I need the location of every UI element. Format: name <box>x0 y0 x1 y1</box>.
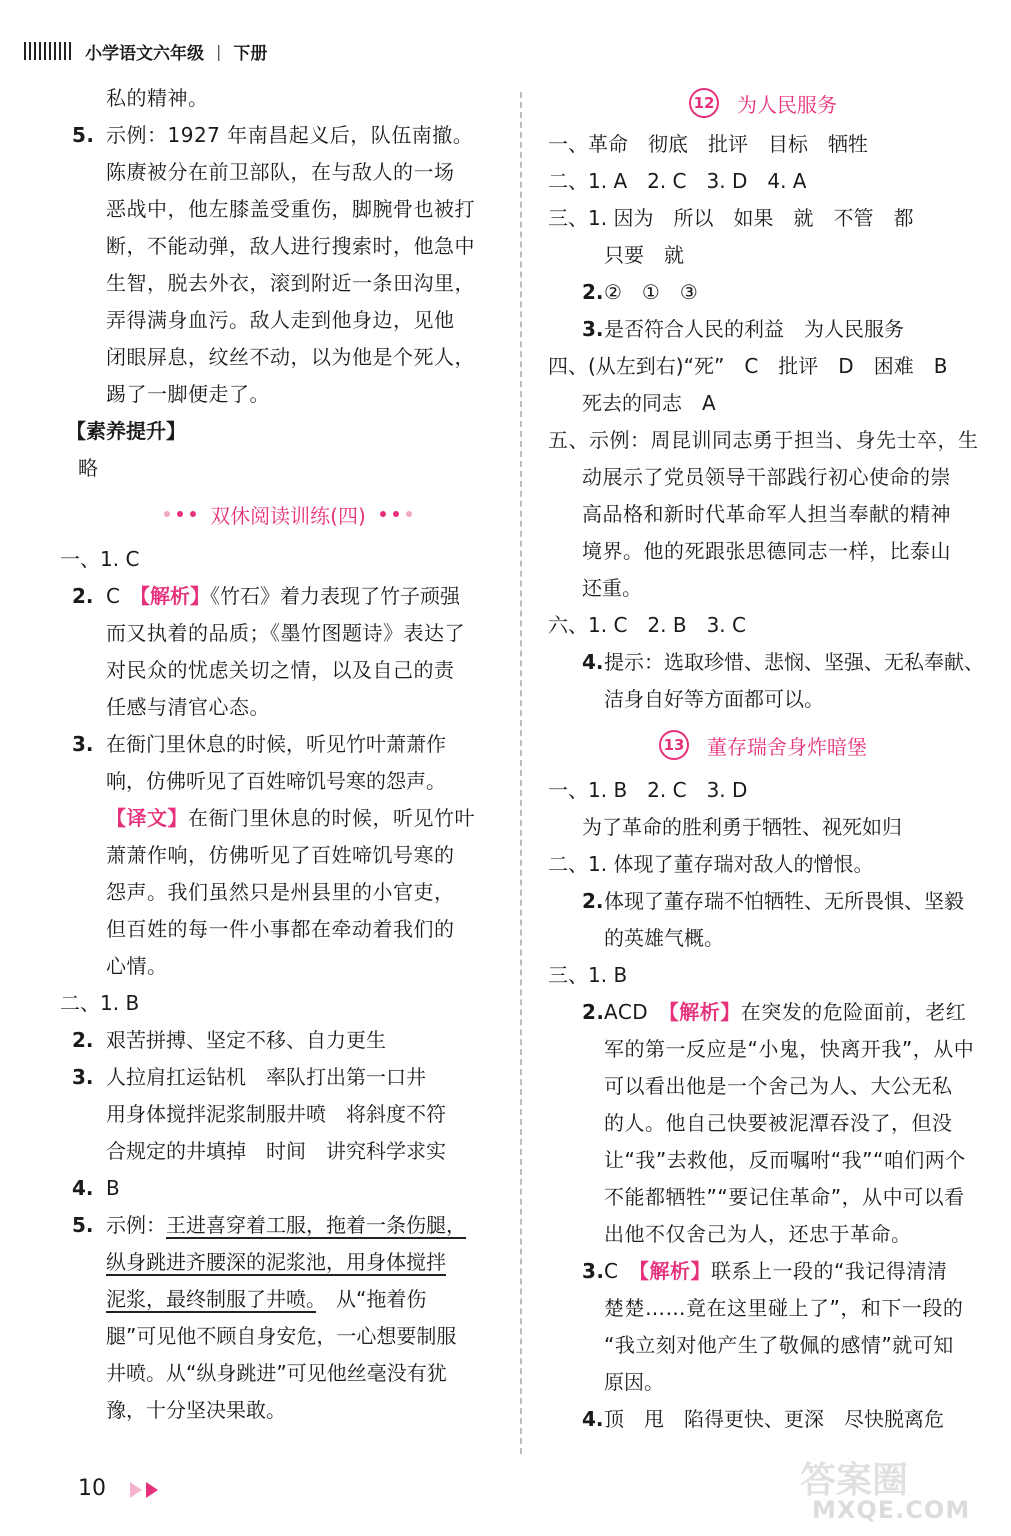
answer-line: 只要 就 <box>604 243 684 267</box>
answer-line: 动展示了党员领导干部践行初心使命的崇 <box>582 465 951 489</box>
answer-line: 恶战中，他左膝盖受重伤，脚腕骨也被打 <box>106 197 475 221</box>
answer-line: 的英雄气概。 <box>604 926 724 950</box>
answer-line: 让“我”去救他，反而嘱咐“我”“咱们两个 <box>604 1148 966 1172</box>
analysis-tag: 【解析】 <box>638 1259 711 1283</box>
section-title-weekend-4 <box>72 487 504 541</box>
answer-line: 踢了一脚便走了。 <box>106 382 270 406</box>
section-title-text: 双休阅读训练(四) <box>210 503 366 528</box>
answer-line: 萧萧作响，仿佛听见了百姓啼饥号寒的 <box>106 843 455 867</box>
watermark-url: MXQE.COM <box>812 1496 971 1524</box>
answer-line: 泥浆，最终制服了井喷。 从“拖着伤 <box>106 1287 427 1311</box>
answer-line: 一、1. C <box>60 547 140 571</box>
volume-label: 下册 <box>233 43 268 64</box>
answer-line: 豫，十分坚决果敢。 <box>106 1398 286 1422</box>
answer-line: 还重。 <box>582 576 642 600</box>
answer-line: 断，不能动弹，敌人进行搜索时，他急中 <box>106 234 475 258</box>
decorative-dots-left <box>164 511 196 517</box>
answer-line: 3.是否符合人民的利益 为人民服务 <box>582 317 904 341</box>
answer-line: 2.② ① ③ <box>582 280 698 304</box>
answer-line: 私的精神。 <box>106 86 209 110</box>
right-column <box>548 80 984 1438</box>
answer-line: 【译文】在衙门里休息的时候，听见竹叶 <box>106 806 475 830</box>
answer-line: 对民众的忧虑关切之情，以及自己的责 <box>106 658 455 682</box>
answer-line: 生智，脱去外衣，滚到附近一条田沟里， <box>106 271 475 295</box>
answer-line: 2. 艰苦拼搏、坚定不移、自力更生 <box>72 1028 386 1052</box>
answer-line: 4.提示：选取珍惜、悲悯、坚强、无私奉献、 <box>582 650 984 674</box>
answer-line: 怨声。我们虽然只是州县里的小官吏， <box>106 880 455 904</box>
decorative-dots-right <box>380 511 412 517</box>
answer-line: 三、1. 因为 所以 如果 就 不管 都 <box>548 206 914 230</box>
answer-line: 腿”可见他不顾自身安危，一心想要制服 <box>106 1324 457 1348</box>
arrow-icon <box>130 1482 158 1498</box>
column-divider <box>520 92 522 1454</box>
lesson-number-badge: 13 <box>659 730 689 760</box>
answer-line: 为了革命的胜利勇于牺牲、视死如归 <box>582 815 902 839</box>
answer-line: 井喷。从“纵身跳进”可见他丝毫没有犹 <box>106 1361 447 1385</box>
answer-line: 原因。 <box>604 1370 664 1394</box>
page-number: 10 <box>78 1476 106 1501</box>
watermark-logo: 答案圈 <box>800 1460 909 1501</box>
answer-line: 略 <box>78 456 98 480</box>
analysis-tag: 【解析】 <box>668 1000 741 1024</box>
answer-line: 死去的同志 A <box>582 391 716 415</box>
answer-line: 5. 示例：王进喜穿着工服，拖着一条伤腿， <box>72 1213 466 1237</box>
answer-line: 3.C 【解析】联系上一段的“我记得清清 <box>582 1259 948 1283</box>
answer-line: 三、1. B <box>548 963 628 987</box>
answer-line: 二、1. 体现了董存瑞对敌人的憎恨。 <box>548 852 874 876</box>
answer-line: 2.ACD 【解析】在突发的危险面前，老红 <box>582 1000 967 1024</box>
answer-line: 4. B <box>72 1176 120 1200</box>
answer-line: 但百姓的每一件小事都在牵动着我们的 <box>106 917 455 941</box>
answer-line: 2.体现了董存瑞不怕牺牲、无所畏惧、坚毅 <box>582 889 964 913</box>
answer-line: 3. 人拉肩扛运钻机 率队打出第一口井 <box>72 1065 426 1089</box>
answer-line: 五、示例：周昆训同志勇于担当、身先士卒，生 <box>548 428 979 452</box>
answer-line: 而又执着的品质；《墨竹图题诗》表达了 <box>106 621 465 645</box>
answer-line: 二、1. B <box>60 991 140 1015</box>
answer-line: 不能都牺牲”“要记住革命”，从中可以看 <box>604 1185 965 1209</box>
answer-line: 4.顶 甩 陷得更快、更深 尽快脱离危 <box>582 1407 944 1431</box>
translation-tag: 【译文】 <box>106 806 188 830</box>
answer-line: 二、1. A 2. C 3. D 4. A <box>548 169 807 193</box>
item-number: 5. <box>72 123 95 147</box>
answer-line: 弄得满身血污。敌人走到他身边，见他 <box>106 308 455 332</box>
answer-line: 陈赓被分在前卫部队，在与敌人的一场 <box>106 160 455 184</box>
answer-line: 用身体搅拌泥浆制服井喷 将斜度不符 <box>106 1102 446 1126</box>
answer-line: 一、1. B 2. C 3. D <box>548 778 748 802</box>
barcode-decoration <box>24 42 71 60</box>
answer-line: “我立刻对他产生了敬佩的感情”就可知 <box>604 1333 954 1357</box>
page-header <box>24 36 267 66</box>
header-separator: | <box>216 41 222 61</box>
answer-line: 军的第一反应是“小鬼，快离开我”，从中 <box>604 1037 975 1061</box>
answer-line: 六、1. C 2. B 3. C <box>548 613 746 637</box>
section-title-text: 董存瑞舍身炸暗堡 <box>707 734 867 759</box>
answer-line: 境界。他的死跟张思德同志一样，比泰山 <box>582 539 951 563</box>
lesson-number-badge: 12 <box>689 88 719 118</box>
answer-line: 5. 示例：1927 年南昌起义后，队伍南撤。 <box>72 117 504 154</box>
answer-line: 2. C 【解析】《竹石》着力表现了竹子顽强 <box>72 584 460 608</box>
subheading-literacy: 【素养提升】 <box>66 419 186 443</box>
underlined-text: 纵身跳进齐腰深的泥浆池，用身体搅拌 <box>106 1250 446 1274</box>
book-title: 小学语文六年级 <box>85 43 204 64</box>
answer-line: 的人。他自己快要被泥潭吞没了，但没 <box>604 1111 953 1135</box>
answer-line: 洁身自好等方面都可以。 <box>604 687 824 711</box>
answer-line: 楚楚……竟在这里碰上了”，和下一段的 <box>604 1296 964 1320</box>
answer-line: 心情。 <box>106 954 168 978</box>
left-column <box>60 80 504 1429</box>
section-title-12 <box>548 80 978 126</box>
answer-line: 闭眼屏息，纹丝不动，以为他是个死人， <box>106 345 475 369</box>
answer-line: 四、(从左到右)“死” C 批评 D 困难 B <box>548 354 948 378</box>
underlined-text: 泥浆，最终制服了井喷。 <box>106 1287 316 1311</box>
answer-line: 合规定的井填掉 时间 讲究科学求实 <box>106 1139 446 1163</box>
section-title-13 <box>548 718 978 772</box>
answer-line: 响，仿佛听见了百姓啼饥号寒的怨声。 <box>106 769 446 793</box>
answer-line: 一、革命 彻底 批评 目标 牺牲 <box>548 132 868 156</box>
underlined-text: 王进喜穿着工服，拖着一条伤腿， <box>166 1213 466 1237</box>
answer-line: 出他不仅舍己为人，还忠于革命。 <box>604 1222 912 1246</box>
answer-line: 可以看出他是一个舍己为人、大公无私 <box>604 1074 953 1098</box>
analysis-tag: 【解析】 <box>139 584 210 608</box>
answer-line <box>72 1244 504 1281</box>
answer-line: 高品格和新时代革命军人担当奉献的精神 <box>582 502 951 526</box>
answer-line: 3. 在衙门里休息的时候，听见竹叶萧萧作 <box>72 732 446 756</box>
section-title-text: 为人民服务 <box>737 92 837 117</box>
answer-line: 任感与清官心态。 <box>106 695 270 719</box>
